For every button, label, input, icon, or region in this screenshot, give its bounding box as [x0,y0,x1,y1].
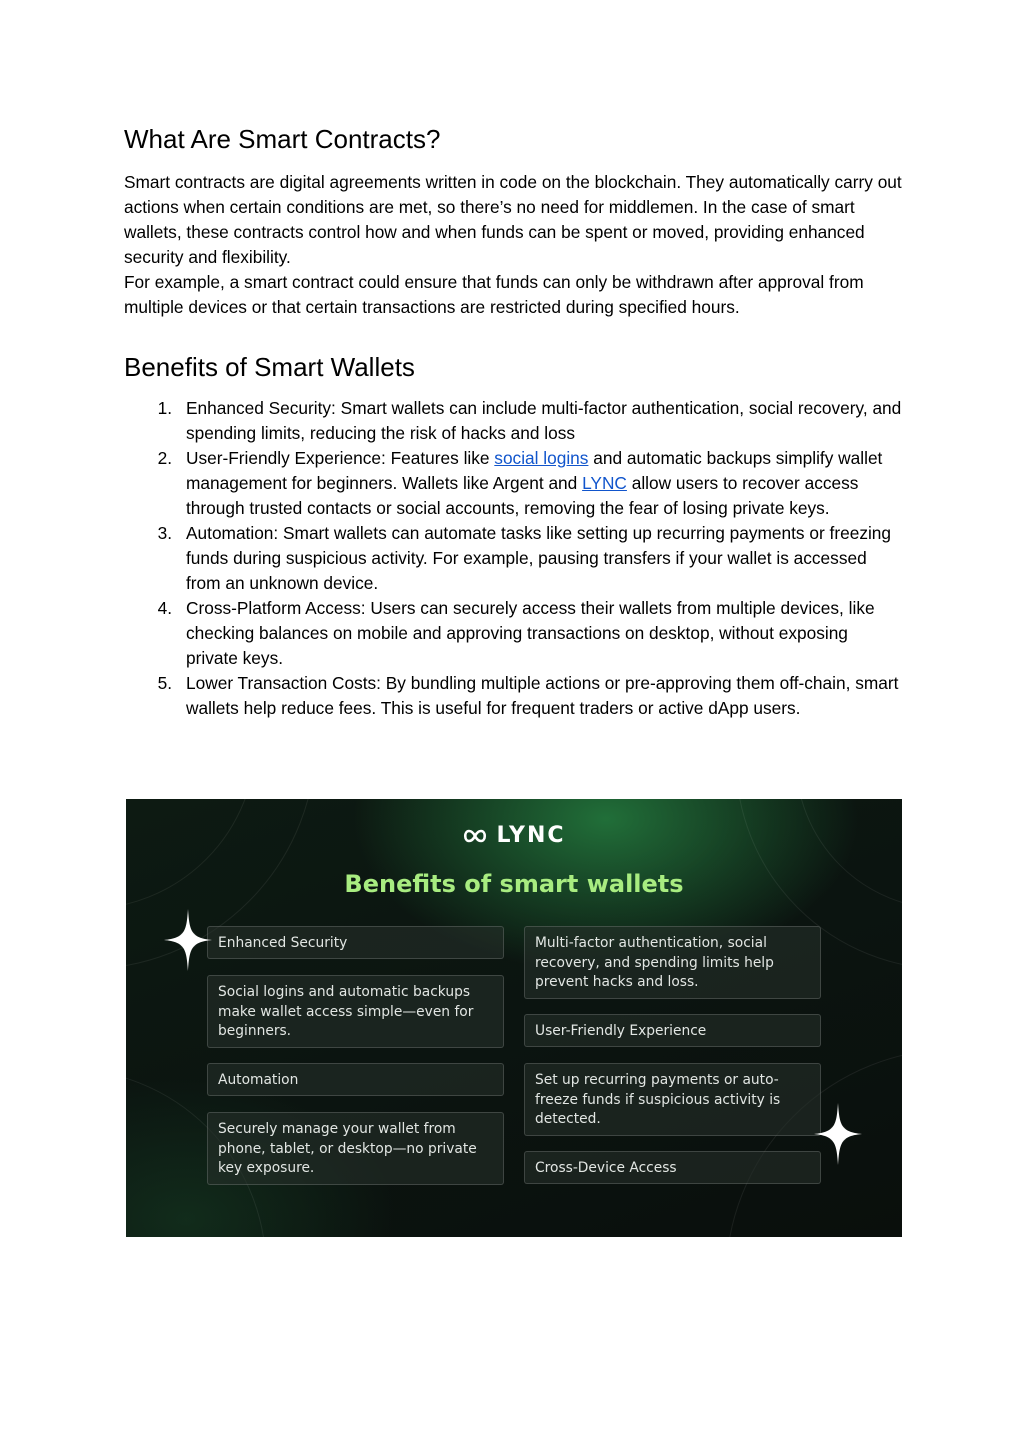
card-enhanced-security: Enhanced Security [207,926,504,959]
sparkle-icon [162,907,214,973]
sparkle-icon [812,1101,864,1167]
list-item [124,446,904,521]
lync-link[interactable]: LYNC [582,473,627,493]
smart-contracts-example: For example, a smart contract could ensure that funds can only be withdrawn after approval from multiple devices or that certain transactions are restricted during specified hours. [124,272,864,317]
list-item-text: Automation: Smart wallets can automate tasks like setting up recurring payments or freezing funds during suspicious activity. For example, pausing transfers if your wallet is accessed from an unknown device. [186,523,892,593]
list-item-text [186,448,882,518]
card-recurring-payments: Set up recurring payments or auto-freeze funds if suspicious activity is detected. [524,1063,821,1136]
card-secure-manage: Securely manage your wallet from phone, tablet, or desktop—no private key exposure. [207,1112,504,1185]
heading-smart-contracts: What Are Smart Contracts? [124,124,441,154]
list-item [124,671,904,721]
list-item-text: Enhanced Security: Smart wallets can include multi-factor authentication, social recovery, and spending limits, reducing the risk of hacks and loss [186,398,902,443]
list-item [124,521,904,596]
social-logins-link[interactable]: social logins [494,448,589,468]
list-number: 4. [157,598,172,618]
list-item-text-part: User-Friendly Experience: Features like [186,448,495,468]
list-item-text: Cross-Platform Access: Users can securely access their wallets from multiple devices, like checking balances on mobile and approving transactions on desktop, without exposing private keys. [186,598,875,668]
infographic-title: Benefits of smart wallets [344,870,684,898]
logo-text: LYNC [496,823,566,848]
smart-contracts-body [124,170,904,320]
list-number: 3. [157,523,172,543]
list-number: 2. [157,448,172,468]
infinity-icon [462,828,488,844]
list-item-text: Lower Transaction Costs: By bundling multiple actions or pre-approving them off-chain, smart wallets help reduce fees. This is useful for frequent traders or active dApp users. [186,673,899,718]
benefits-infographic [126,799,902,1237]
list-item [124,396,904,446]
list-item [124,596,904,671]
card-multi-factor: Multi-factor authentication, social recovery, and spending limits help prevent hacks and loss. [524,926,821,999]
list-number: 5. [157,673,172,693]
list-item-text-part: allow users to recover access through trusted contacts or social accounts, removing the fear of losing private keys. [186,473,859,518]
card-automation: Automation [207,1063,504,1096]
card-user-friendly: User-Friendly Experience [524,1014,821,1047]
lync-logo [126,821,902,851]
card-social-logins: Social logins and automatic backups make wallet access simple—even for beginners. [207,975,504,1048]
smart-contracts-paragraph: Smart contracts are digital agreements written in code on the blockchain. They automatically carry out actions when certain conditions are met, so there’s no need for middlemen. In the case of smart wallets, these contracts control how and when funds can be spent or moved, providing enhanced security and flexibility. [124,172,902,267]
list-number: 1. [157,398,172,418]
benefits-list [124,396,904,721]
heading-benefits: Benefits of Smart Wallets [124,352,415,382]
list-item-text-part: and automatic backups simplify wallet management for beginners. Wallets like Argent and [186,448,883,493]
card-cross-device: Cross-Device Access [524,1151,821,1184]
